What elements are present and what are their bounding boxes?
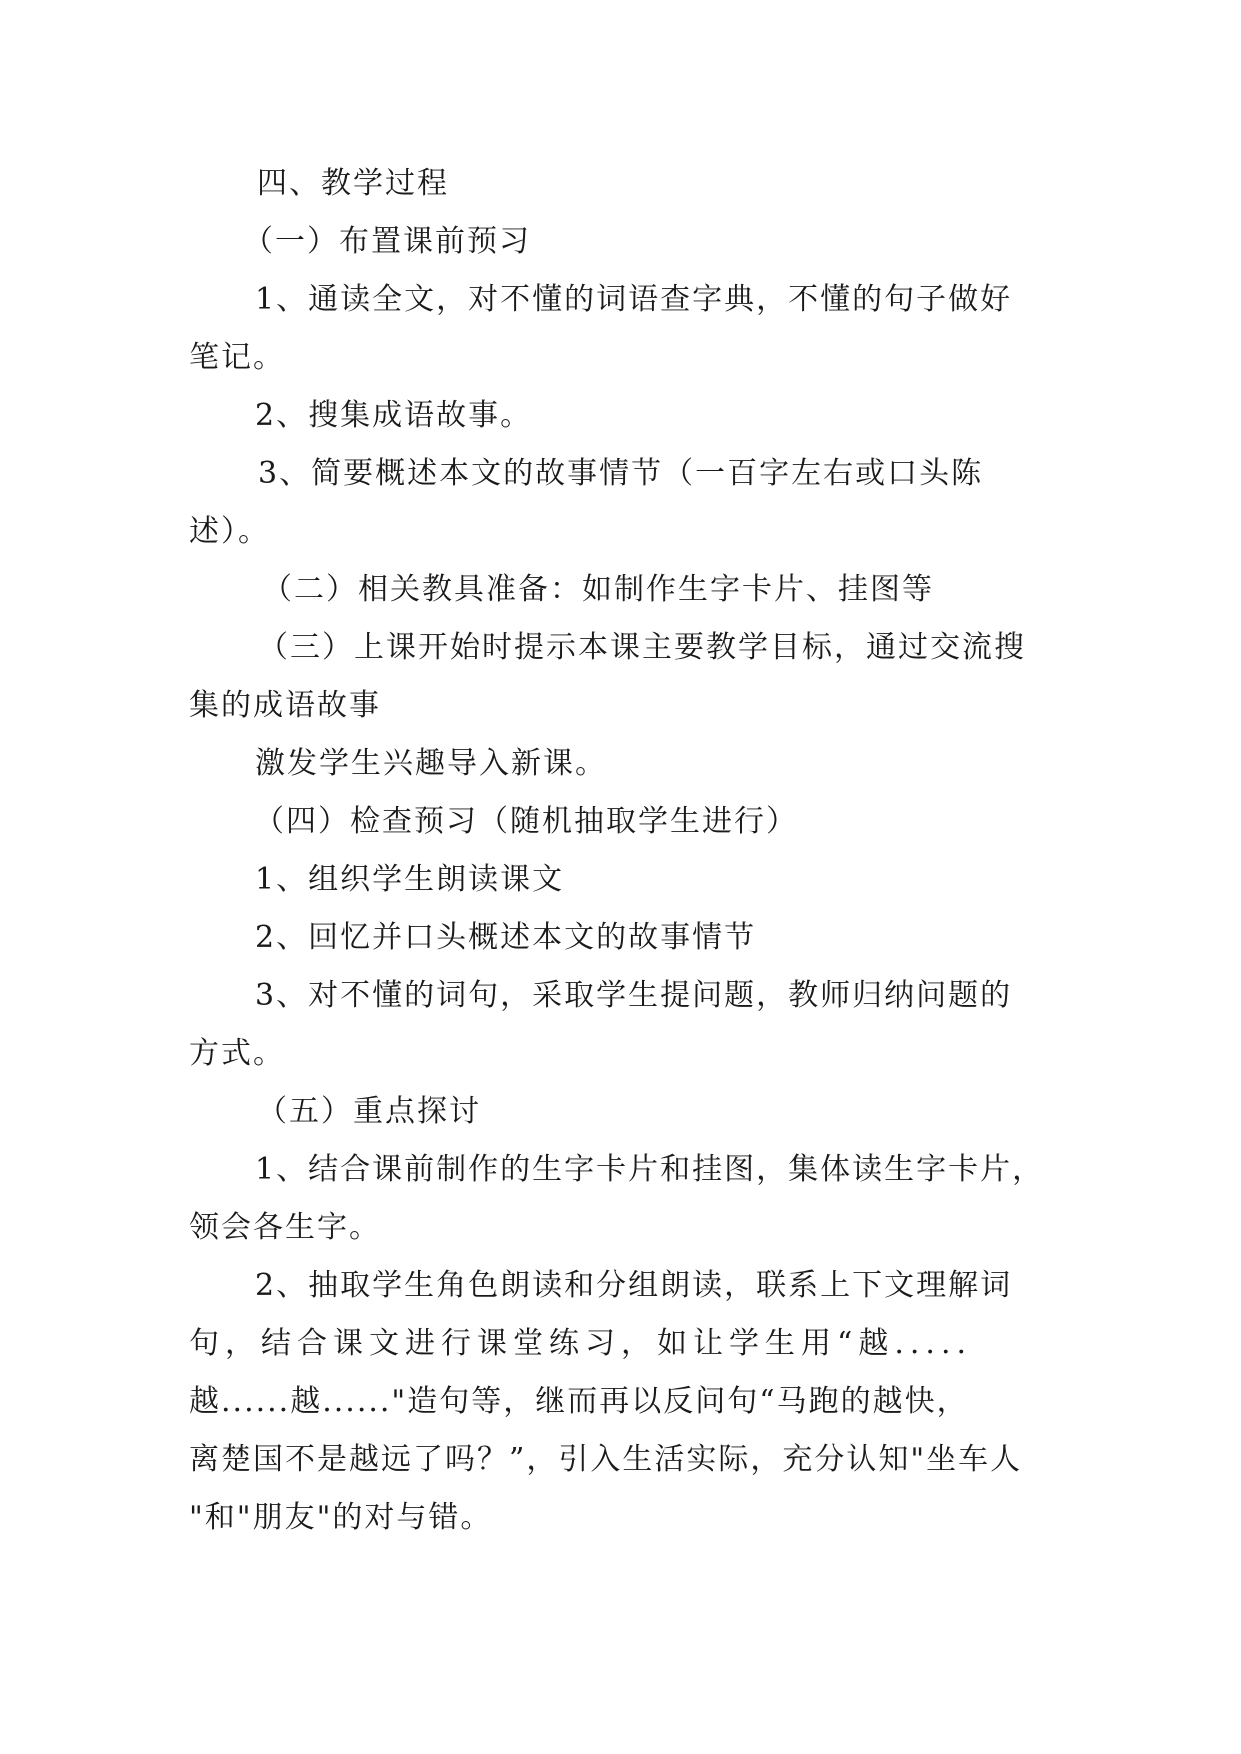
- paragraph-line: 1、通读全文，对不懂的词语查字典，不懂的句子做好: [255, 282, 1013, 317]
- paragraph-line: 2、回忆并口头概述本文的故事情节: [255, 920, 757, 955]
- paragraph-line: 3、简要概述本文的故事情节（一百字左右或口头陈: [258, 456, 984, 491]
- paragraph-line: 离楚国不是越远了吗？”，引入生活实际，充分认知"坐车人: [189, 1442, 1023, 1477]
- paragraph-line: 集的成语故事: [189, 688, 381, 723]
- section-heading: 四、教学过程: [257, 166, 449, 201]
- subsection-heading: （三）上课开始时提示本课主要教学目标，通过交流搜: [258, 630, 1026, 665]
- subsection-heading: （四）检查预习（随机抽取学生进行）: [254, 804, 798, 839]
- paragraph-line: "和"朋友"的对与错。: [189, 1500, 493, 1535]
- paragraph-line: 越......越......"造句等，继而再以反问句“马跑的越快，: [189, 1384, 969, 1419]
- subsection-heading: （一）布置课前预习: [243, 224, 531, 259]
- paragraph-line: 笔记。: [189, 340, 285, 375]
- paragraph-line: 述）。: [189, 514, 270, 549]
- paragraph-line: 方式。: [189, 1036, 285, 1071]
- paragraph-line: 2、搜集成语故事。: [255, 398, 533, 433]
- paragraph-line: 句，结合课文进行课堂练习，如让学生用“越.....: [189, 1326, 973, 1361]
- paragraph-line: 1、结合课前制作的生字卡片和挂图，集体读生字卡片，: [255, 1152, 1045, 1187]
- paragraph-line: 领会各生字。: [189, 1210, 381, 1245]
- paragraph-line: 2、抽取学生角色朗读和分组朗读，联系上下文理解词: [255, 1268, 1013, 1303]
- subsection-heading: （二）相关教具准备：如制作生字卡片、挂图等: [262, 572, 934, 607]
- paragraph-line: 1、组织学生朗读课文: [255, 862, 565, 897]
- subsection-heading: （五）重点探讨: [257, 1094, 481, 1129]
- paragraph-line: 3、对不懂的词句，采取学生提问题，教师归纳问题的: [255, 978, 1013, 1013]
- paragraph-line: 激发学生兴趣导入新课。: [255, 746, 607, 781]
